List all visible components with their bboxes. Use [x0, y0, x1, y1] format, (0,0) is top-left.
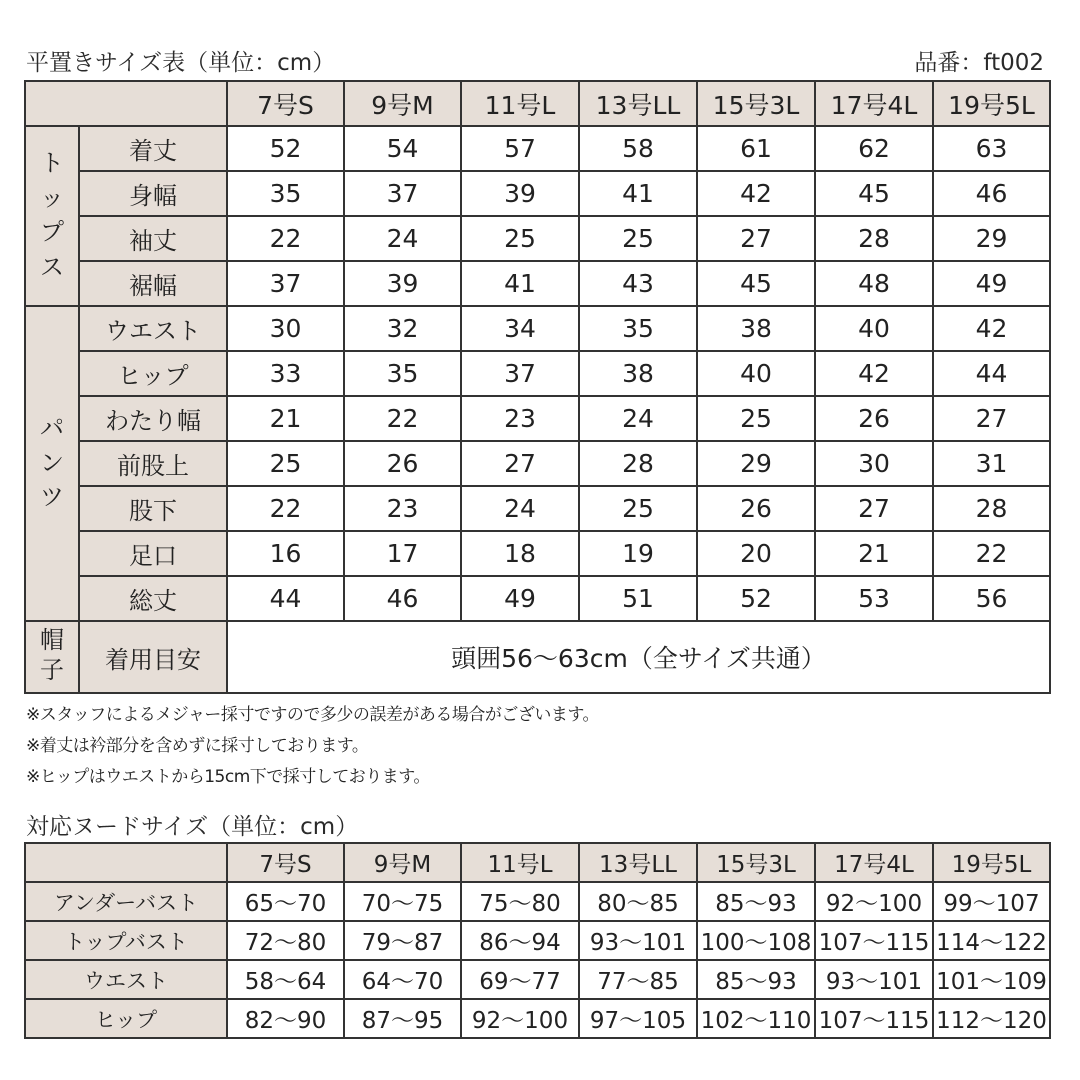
table-cell: 28 [933, 486, 1050, 531]
table-cell: 65〜70 [227, 882, 344, 921]
table-cell: 92〜100 [461, 999, 579, 1038]
row-label: 着丈 [79, 126, 227, 171]
size-header: 11号L [461, 843, 579, 882]
table-cell: 62 [815, 126, 933, 171]
table-row [25, 261, 1050, 306]
table-cell: 70〜75 [344, 882, 461, 921]
table-cell: 86〜94 [461, 921, 579, 960]
table-cell: 39 [344, 261, 461, 306]
table-cell: 26 [697, 486, 815, 531]
table-cell: 35 [227, 171, 344, 216]
table-row [25, 960, 1050, 999]
table-row [25, 216, 1050, 261]
table-cell: 41 [579, 171, 697, 216]
size-header: 17号4L [815, 843, 933, 882]
row-label: 裾幅 [79, 261, 227, 306]
size-header: 13号LL [579, 81, 697, 126]
table-cell: 19 [579, 531, 697, 576]
table-cell: 44 [227, 576, 344, 621]
row-label: 足口 [79, 531, 227, 576]
table-row [25, 396, 1050, 441]
table-cell: 35 [344, 351, 461, 396]
table-cell: 49 [933, 261, 1050, 306]
table-row [25, 531, 1050, 576]
table-cell: 25 [227, 441, 344, 486]
size-header: 19号5L [933, 81, 1050, 126]
table-cell: 37 [227, 261, 344, 306]
row-label: ウエスト [79, 306, 227, 351]
table-cell: 27 [461, 441, 579, 486]
table-cell: 16 [227, 531, 344, 576]
table-cell: 31 [933, 441, 1050, 486]
table-cell: 49 [461, 576, 579, 621]
flat-size-table [24, 80, 1051, 694]
nude-size-title: 対応ヌードサイズ（単位：cm） [26, 814, 359, 840]
size-header: 19号5L [933, 843, 1050, 882]
table-header-row [25, 843, 1050, 882]
table-cell: 51 [579, 576, 697, 621]
table-cell: 37 [461, 351, 579, 396]
table-row [25, 921, 1050, 960]
table-cell: 112〜120 [933, 999, 1050, 1038]
table-cell: 38 [697, 306, 815, 351]
table-cell: 28 [579, 441, 697, 486]
table-cell: 46 [933, 171, 1050, 216]
size-header: 13号LL [579, 843, 697, 882]
table-cell: 80〜85 [579, 882, 697, 921]
table-cell: 79〜87 [344, 921, 461, 960]
table-cell: 22 [933, 531, 1050, 576]
table-row [25, 486, 1050, 531]
table-cell: 30 [227, 306, 344, 351]
table-cell: 48 [815, 261, 933, 306]
table-row [25, 306, 1050, 351]
table-cell: 37 [344, 171, 461, 216]
table-cell: 52 [697, 576, 815, 621]
table-cell: 57 [461, 126, 579, 171]
table-row [25, 126, 1050, 171]
row-label: 身幅 [79, 171, 227, 216]
table-cell: 41 [461, 261, 579, 306]
table-cell: 53 [815, 576, 933, 621]
table-cell: 85〜93 [697, 882, 815, 921]
table-cell: 52 [227, 126, 344, 171]
table-cell: 61 [697, 126, 815, 171]
note-line: ※ヒップはウエストから15cm下で採寸しております。 [26, 767, 430, 787]
table-cell: 107〜115 [815, 999, 933, 1038]
table-header-row [25, 81, 1050, 126]
table-cell: 82〜90 [227, 999, 344, 1038]
table-cell: 92〜100 [815, 882, 933, 921]
table-cell: 93〜101 [579, 921, 697, 960]
table-cell: 26 [815, 396, 933, 441]
table-cell: 32 [344, 306, 461, 351]
row-label: 前股上 [79, 441, 227, 486]
note-line: ※スタッフによるメジャー採寸ですので多少の誤差がある場合がございます。 [26, 705, 600, 725]
table-cell: 40 [815, 306, 933, 351]
table-cell: 22 [344, 396, 461, 441]
table-cell: 30 [815, 441, 933, 486]
table-cell: 29 [697, 441, 815, 486]
table-cell: 23 [344, 486, 461, 531]
table-cell: 27 [933, 396, 1050, 441]
table-cell: 93〜101 [815, 960, 933, 999]
table-cell: 22 [227, 486, 344, 531]
table-cell: 72〜80 [227, 921, 344, 960]
table-cell: 23 [461, 396, 579, 441]
table-cell: 33 [227, 351, 344, 396]
table-cell: 99〜107 [933, 882, 1050, 921]
table-row [25, 351, 1050, 396]
table-cell: 45 [697, 261, 815, 306]
table-cell: 20 [697, 531, 815, 576]
table-row-hat [25, 621, 1050, 693]
size-header: 15号3L [697, 843, 815, 882]
size-header: 15号3L [697, 81, 815, 126]
table-row [25, 171, 1050, 216]
table-cell: 102〜110 [697, 999, 815, 1038]
hat-size-cell: 頭囲56〜63cm（全サイズ共通） [227, 621, 1050, 693]
table-cell: 40 [697, 351, 815, 396]
table-cell: 39 [461, 171, 579, 216]
group-label-hat: 帽子 [25, 621, 79, 693]
table-cell: 26 [344, 441, 461, 486]
table-cell: 58〜64 [227, 960, 344, 999]
table-row [25, 576, 1050, 621]
row-label: 袖丈 [79, 216, 227, 261]
row-label: 総丈 [79, 576, 227, 621]
row-label: トップバスト [25, 921, 227, 960]
table-cell: 25 [697, 396, 815, 441]
nude-size-table [24, 842, 1051, 1039]
table-cell: 42 [815, 351, 933, 396]
table-cell: 58 [579, 126, 697, 171]
row-label: 股下 [79, 486, 227, 531]
table-cell: 56 [933, 576, 1050, 621]
group-label-tops: トップス [25, 126, 79, 306]
table-cell: 27 [697, 216, 815, 261]
table-cell: 28 [815, 216, 933, 261]
header-corner-cell [25, 81, 227, 126]
size-header: 7号S [227, 843, 344, 882]
table-cell: 44 [933, 351, 1050, 396]
table-cell: 42 [933, 306, 1050, 351]
table-row [25, 882, 1050, 921]
table-cell: 63 [933, 126, 1050, 171]
table-cell: 21 [815, 531, 933, 576]
size-table-title: 平置きサイズ表（単位：cm） [26, 50, 336, 76]
group-label-pants: パンツ [25, 306, 79, 621]
table-cell: 42 [697, 171, 815, 216]
product-code: 品番：ft002 [914, 50, 1044, 76]
table-cell: 64〜70 [344, 960, 461, 999]
table-cell: 54 [344, 126, 461, 171]
table-cell: 24 [344, 216, 461, 261]
table-cell: 45 [815, 171, 933, 216]
row-label: わたり幅 [79, 396, 227, 441]
table-cell: 100〜108 [697, 921, 815, 960]
size-header: 9号M [344, 843, 461, 882]
table-row [25, 441, 1050, 486]
table-cell: 77〜85 [579, 960, 697, 999]
table-cell: 35 [579, 306, 697, 351]
table-cell: 25 [579, 216, 697, 261]
table-cell: 17 [344, 531, 461, 576]
table-cell: 18 [461, 531, 579, 576]
table-cell: 97〜105 [579, 999, 697, 1038]
row-label: ヒップ [79, 351, 227, 396]
row-label: 着用目安 [79, 621, 227, 693]
size-header: 17号4L [815, 81, 933, 126]
row-label: ウエスト [25, 960, 227, 999]
header-corner-cell [25, 843, 227, 882]
table-cell: 85〜93 [697, 960, 815, 999]
table-row [25, 999, 1050, 1038]
table-cell: 107〜115 [815, 921, 933, 960]
table-cell: 29 [933, 216, 1050, 261]
row-label: アンダーバスト [25, 882, 227, 921]
table-cell: 101〜109 [933, 960, 1050, 999]
table-cell: 75〜80 [461, 882, 579, 921]
table-cell: 87〜95 [344, 999, 461, 1038]
table-cell: 43 [579, 261, 697, 306]
size-header: 11号L [461, 81, 579, 126]
table-cell: 25 [579, 486, 697, 531]
table-cell: 38 [579, 351, 697, 396]
row-label: ヒップ [25, 999, 227, 1038]
table-cell: 22 [227, 216, 344, 261]
table-cell: 34 [461, 306, 579, 351]
table-cell: 114〜122 [933, 921, 1050, 960]
note-line: ※着丈は衿部分を含めずに採寸しております。 [26, 736, 369, 756]
size-header: 7号S [227, 81, 344, 126]
table-cell: 25 [461, 216, 579, 261]
table-cell: 24 [461, 486, 579, 531]
table-cell: 46 [344, 576, 461, 621]
table-cell: 27 [815, 486, 933, 531]
size-header: 9号M [344, 81, 461, 126]
table-cell: 69〜77 [461, 960, 579, 999]
table-cell: 24 [579, 396, 697, 441]
table-cell: 21 [227, 396, 344, 441]
